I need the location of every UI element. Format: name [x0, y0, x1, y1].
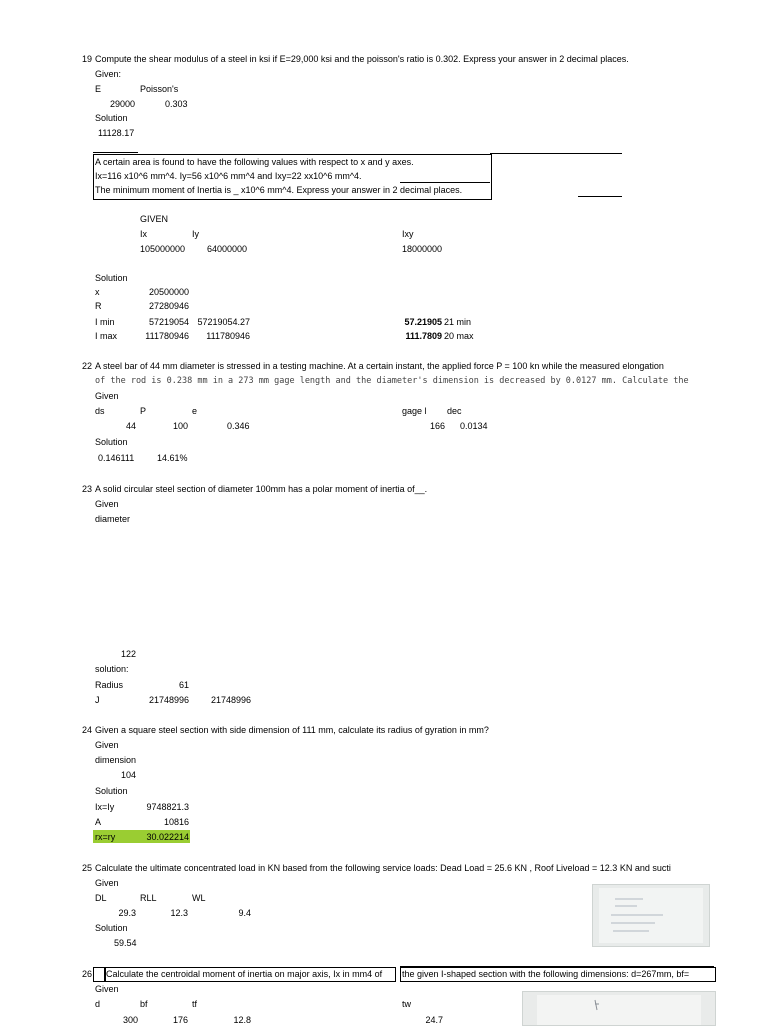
- q22-header-ds: ds: [95, 406, 105, 416]
- q22-given-label: Given: [95, 391, 119, 401]
- q23-j-value-repeat: 21748996: [210, 695, 251, 705]
- q25-header-wl: WL: [192, 893, 206, 903]
- q26-question-part2: the given I-shaped section with the following dimensions: d=267mm, bf=: [402, 969, 690, 979]
- q19-number: 19: [81, 54, 92, 64]
- q20-header-ix: Ix: [140, 229, 148, 239]
- q20-value-iy: 64000000: [207, 244, 248, 254]
- q20-value-ixy: 18000000: [402, 244, 443, 254]
- q20-imin-value: 57219054: [148, 317, 189, 327]
- q20-question-line2: Ix=116 x10^6 mm^4. Iy=56 x10^6 mm^4 and Ixy=22 xx10^6 mm^4.: [95, 171, 362, 181]
- q24-r-value: 30.022214: [146, 832, 189, 842]
- q22-question-line2: of the rod is 0.238 mm in a 273 mm gage length and the diameter's dimension is decreased by 0.0127 mm. Calculate the: [95, 376, 689, 386]
- q20-imax-value: 111780946: [145, 331, 189, 341]
- q23-given-label: Given: [95, 499, 119, 509]
- q22-answer: 0.146111: [98, 453, 135, 463]
- q24-area-value: 10816: [163, 817, 189, 827]
- q19-value-e: 29000: [110, 99, 136, 109]
- q24-question: Given a square steel section with side dimension of 111 mm, calculate its radius of gyration in mm?: [95, 725, 489, 735]
- q20-header-iy: Iy: [192, 229, 200, 239]
- q25-value-wl: 9.4: [238, 908, 251, 918]
- q22-value-e: 0.346: [227, 421, 250, 431]
- q22-value-dec: 0.0134: [460, 421, 488, 431]
- q25-header-rll: RLL: [140, 893, 157, 903]
- q22-solution-label: Solution: [95, 437, 128, 447]
- handwritten-notes-photo: [592, 884, 710, 947]
- q20-x-label: x: [95, 287, 100, 297]
- q24-ixiy-value: 9748821.3: [146, 802, 189, 812]
- q19-header-e: E: [95, 84, 102, 94]
- q23-diameter-value: 122: [121, 649, 137, 659]
- q20-x-value: 20500000: [148, 287, 189, 297]
- q26-header-d: d: [95, 999, 101, 1009]
- q26-value-d: 300: [122, 1015, 138, 1025]
- q26-value-bf: 176: [172, 1015, 188, 1025]
- q23-question: A solid circular steel section of diameter 100mm has a polar moment of inertia of__.: [95, 484, 428, 494]
- q22-value-gage: 166: [429, 421, 445, 431]
- q20-solution-label: Solution: [95, 273, 128, 283]
- q25-answer: 59.54: [114, 938, 137, 948]
- q20-given-label: GIVEN: [140, 214, 169, 224]
- q22-value-ds: 44: [125, 421, 136, 431]
- q20-rule: [400, 182, 490, 183]
- q20-imin-value-precise: 57219054.27: [197, 317, 250, 327]
- q24-ixiy-label: Ix=Iy: [95, 802, 115, 812]
- q25-solution-label: Solution: [95, 923, 128, 933]
- q20-imin-result: 57.21905: [404, 317, 442, 327]
- q23-number: 23: [81, 484, 92, 494]
- q19-given-label: Given:: [95, 69, 122, 79]
- q23-j-label: J: [95, 695, 100, 705]
- q20-header-ixy: Ixy: [402, 229, 414, 239]
- q19-answer: 11128.17: [98, 128, 135, 138]
- q22-header-p: P: [140, 406, 147, 416]
- q25-given-label: Given: [95, 878, 119, 888]
- q22-header-dec: dec: [447, 406, 462, 416]
- q24-dimension-label: dimension: [95, 755, 137, 765]
- q20-rule: [93, 152, 138, 153]
- q26-given-label: Given: [95, 984, 119, 994]
- q19-solution-label: Solution: [95, 113, 128, 123]
- q20-value-ix: 105000000: [140, 244, 186, 254]
- q24-number: 24: [81, 725, 92, 735]
- q24-given-label: Given: [95, 740, 119, 750]
- q23-solution-label: solution:: [95, 664, 129, 674]
- q20-imax-result: 111.7809: [405, 331, 442, 341]
- q19-header-poisson: Poisson's: [140, 84, 179, 94]
- q25-header-dl: DL: [95, 893, 107, 903]
- q20-imin-note: 21 min: [444, 317, 472, 327]
- q26-value-tw: 24.7: [425, 1015, 443, 1025]
- q23-diameter-label: diameter: [95, 514, 131, 524]
- q23-radius-value: 61: [178, 680, 189, 690]
- q22-header-gage: gage l: [402, 406, 427, 416]
- q26-header-tf: tf: [192, 999, 198, 1009]
- q22-value-p: 100: [172, 421, 188, 431]
- q20-imax-label: I max: [95, 331, 118, 341]
- q19-question: Compute the shear modulus of a steel in ksi if E=29,000 ksi and the poisson's ratio is 0.302. Express your answer in 2 decimal places.: [95, 54, 629, 64]
- q22-header-e: e: [192, 406, 198, 416]
- q19-value-poisson: 0.303: [165, 99, 188, 109]
- q23-radius-label: Radius: [95, 680, 124, 690]
- q20-rule: [578, 196, 622, 197]
- q24-r-label: rx=ry: [95, 832, 116, 842]
- q25-question: Calculate the ultimate concentrated load in KN based from the following service loads: Dead Load = 25.6 KN , Roof Liveload = 12.3 KN and sucti: [95, 863, 671, 873]
- q22-number: 22: [81, 361, 92, 371]
- q25-value-dl: 29.3: [118, 908, 136, 918]
- q26-header-bf: bf: [140, 999, 148, 1009]
- q20-r-label: R: [95, 301, 102, 311]
- q20-imin-label: I min: [95, 317, 115, 327]
- q24-solution-label: Solution: [95, 786, 128, 796]
- q26-header-tw: tw: [402, 999, 411, 1009]
- q20-question-line3: The minimum moment of Inertia is _ x10^6 mm^4. Express your answer in 2 decimal places.: [95, 185, 463, 195]
- q20-rule: [490, 153, 622, 154]
- q26-number: 26: [81, 969, 92, 979]
- q20-imax-note: 20 max: [444, 331, 474, 341]
- section-sketch-photo: [522, 991, 716, 1026]
- q26-value-tf: 12.8: [233, 1015, 251, 1025]
- q20-question-line1: A certain area is found to have the following values with respect to x and y axes.: [95, 157, 414, 167]
- q24-dimension-value: 104: [121, 770, 137, 780]
- q24-area-label: A: [95, 817, 102, 827]
- q22-answer-percent: 14.61%: [157, 453, 188, 463]
- q23-j-value: 21748996: [148, 695, 189, 705]
- q22-question-line1: A steel bar of 44 mm diameter is stressed in a testing machine. At a certain instant, the applied force P = 100 kn while the measured elongation: [95, 361, 664, 371]
- q20-imax-value-precise: 111780946: [206, 331, 250, 341]
- q25-number: 25: [81, 863, 92, 873]
- q26-question-part1: Calculate the centroidal moment of inertia on major axis, Ix in mm4 of: [106, 969, 383, 979]
- q20-r-value: 27280946: [148, 301, 189, 311]
- q25-value-rll: 12.3: [170, 908, 188, 918]
